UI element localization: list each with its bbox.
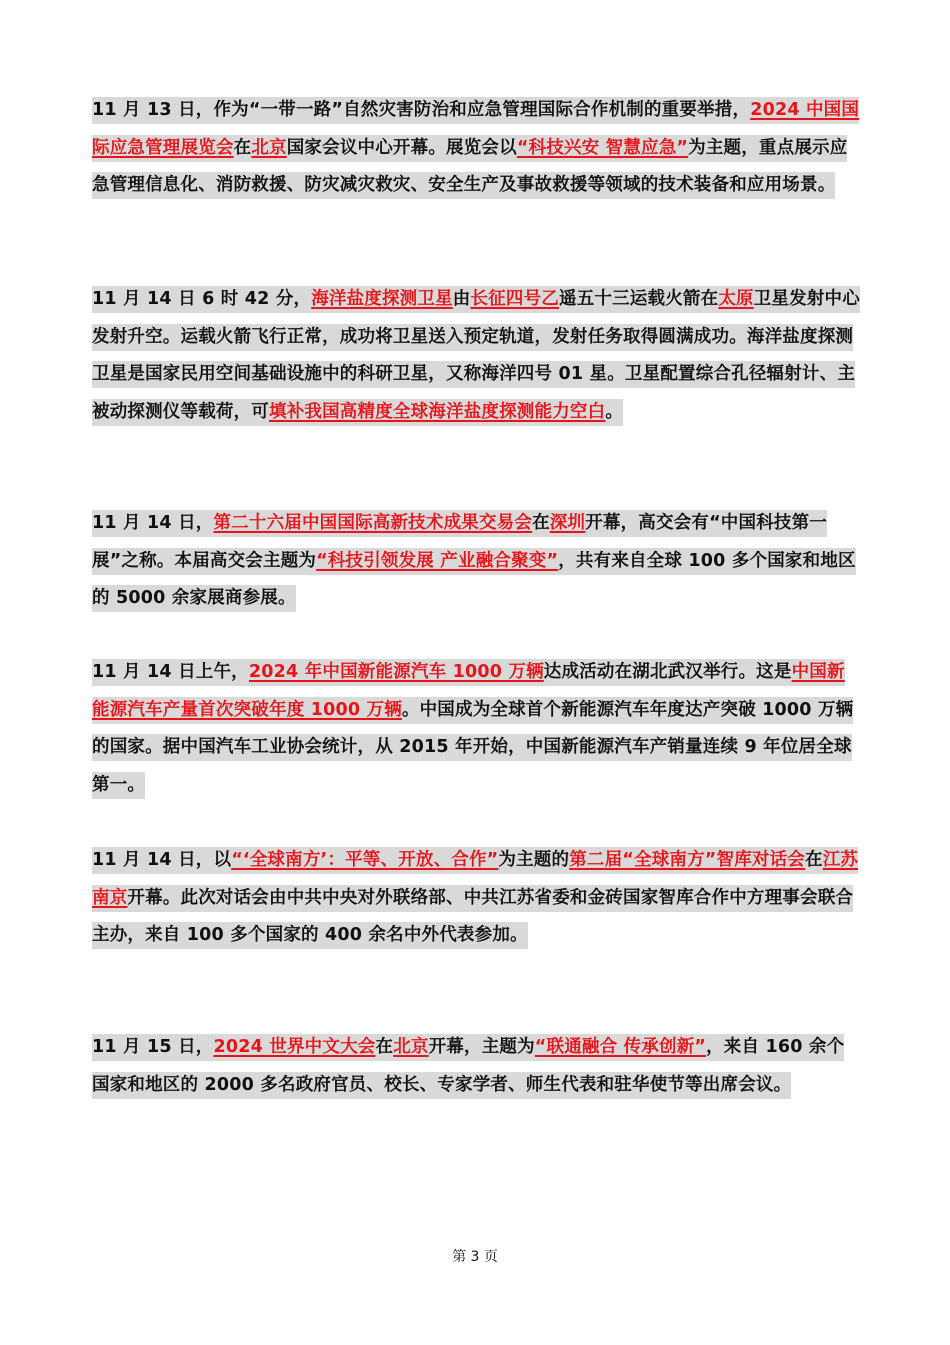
key-term: “科技引领发展 产业融合聚变”	[316, 550, 559, 571]
page-number: 第 3 页	[452, 1249, 498, 1265]
paragraph-text: 国家会议中心开幕。展览会以	[286, 137, 517, 158]
key-term: 长征四号乙	[470, 289, 559, 309]
key-term: 海洋盐度探测卫星	[311, 289, 453, 309]
paragraph-text: 11 月 13 日，作为“一带一路”自然灾害防治和应急管理国际合作机制的重要举措，	[92, 100, 751, 120]
key-term: 中国新能源汽车产量首次突破年度 1000 万辆	[92, 662, 845, 720]
highlight-band	[92, 510, 856, 612]
news-paragraph-5	[92, 842, 860, 955]
key-term: 北京	[251, 137, 287, 158]
paragraph-text: 11 月 14 日，	[92, 513, 214, 533]
paragraph-text: ，来自 160 余个国家和地区的 2000 多名政府官员、校长、专家学者、师生代表和驻华使节等出席会议。	[92, 1037, 845, 1095]
key-term: “联通融合 传承创新”	[534, 1037, 707, 1057]
paragraph-text: 遥五十三运载火箭在	[559, 289, 719, 309]
key-term: 2024 世界中文大会	[213, 1037, 376, 1057]
key-term: 第二十六届中国国际高新技术成果交易会	[213, 513, 533, 533]
key-term: 填补我国高精度全球海洋盐度探测能力空白	[269, 401, 606, 422]
key-term: 深圳	[549, 513, 586, 533]
paragraph-text: 在	[233, 137, 252, 158]
paragraph-text: 在	[375, 1037, 394, 1057]
key-term: 2024 年中国新能源汽车 1000 万辆	[248, 662, 544, 682]
paragraph-text: 在	[805, 850, 823, 870]
highlight-band	[92, 847, 858, 949]
highlight-band	[92, 97, 859, 199]
news-paragraph-1	[92, 92, 860, 205]
paragraph-text: 为主题的	[498, 850, 570, 870]
paragraph-text: 在	[532, 513, 550, 533]
paragraph-text: 11 月 14 日 6 时 42 分，	[92, 289, 312, 309]
paragraph-text: 开幕，高交会有“中国科技第一展”之称。本届高交会主题为	[92, 513, 828, 571]
paragraph-text: 。	[605, 401, 624, 422]
paragraph-text: 由	[452, 289, 471, 309]
paragraph-text: 。中国成为全球首个新能源汽车年度达产突破 1000 万辆的国家。据中国汽车工业协会统计，从 2015 年开始，中国新能源汽车产销量连续 9 年位居全球第一。	[92, 699, 854, 795]
news-paragraph-3	[92, 505, 860, 618]
news-paragraph-6	[92, 1029, 860, 1104]
news-paragraph-2	[92, 281, 860, 431]
paragraph-text: 11 月 15 日，	[92, 1037, 214, 1057]
highlight-band	[92, 659, 853, 799]
key-term: 北京	[393, 1037, 429, 1057]
key-term: “科技兴安 智慧应急”	[516, 137, 689, 158]
key-term: “‘全球南方’：平等、开放、合作”	[231, 850, 499, 870]
paragraph-text: 开幕，主题为	[428, 1037, 535, 1057]
highlight-band	[92, 286, 860, 426]
paragraph-text: 为主题，重点展示应急管理信息化、消防救援、防灾减灾救灾、安全生产及事故救援等领域的技术装备和应用场景。	[92, 137, 848, 195]
key-term: 第二届“全球南方”智库对话会	[569, 850, 806, 870]
paragraph-text: 达成活动在湖北武汉举行。这是	[543, 662, 792, 682]
highlight-band	[92, 1034, 844, 1099]
paragraph-text: ，共有来自全球 100 多个国家和地区的 5000 余家展商参展。	[92, 550, 856, 608]
key-term: 江苏南京	[92, 850, 859, 908]
paragraph-text: 11 月 14 日，以	[92, 850, 232, 870]
key-term: 2024 中国国际应急管理展览会	[92, 100, 860, 158]
paragraph-text: 11 月 14 日上午，	[92, 662, 249, 682]
paragraph-text: 开幕。此次对话会由中共中央对外联络部、中共江苏省委和金砖国家智库合作中方理事会联合主办，来自 100 多个国家的 400 余名中外代表参加。	[92, 887, 854, 945]
key-term: 太原	[718, 289, 754, 309]
paragraph-text: 卫星发射中心发射升空。运载火箭飞行正常，成功将卫星送入预定轨道，发射任务取得圆满成功。海洋盐度探测卫星是国家民用空间基础设施中的科研卫星，又称海洋四号 01 星。卫星配置综合孔径辐射计、主被动探测仪等载荷，可	[92, 289, 860, 422]
news-paragraph-4	[92, 654, 860, 804]
